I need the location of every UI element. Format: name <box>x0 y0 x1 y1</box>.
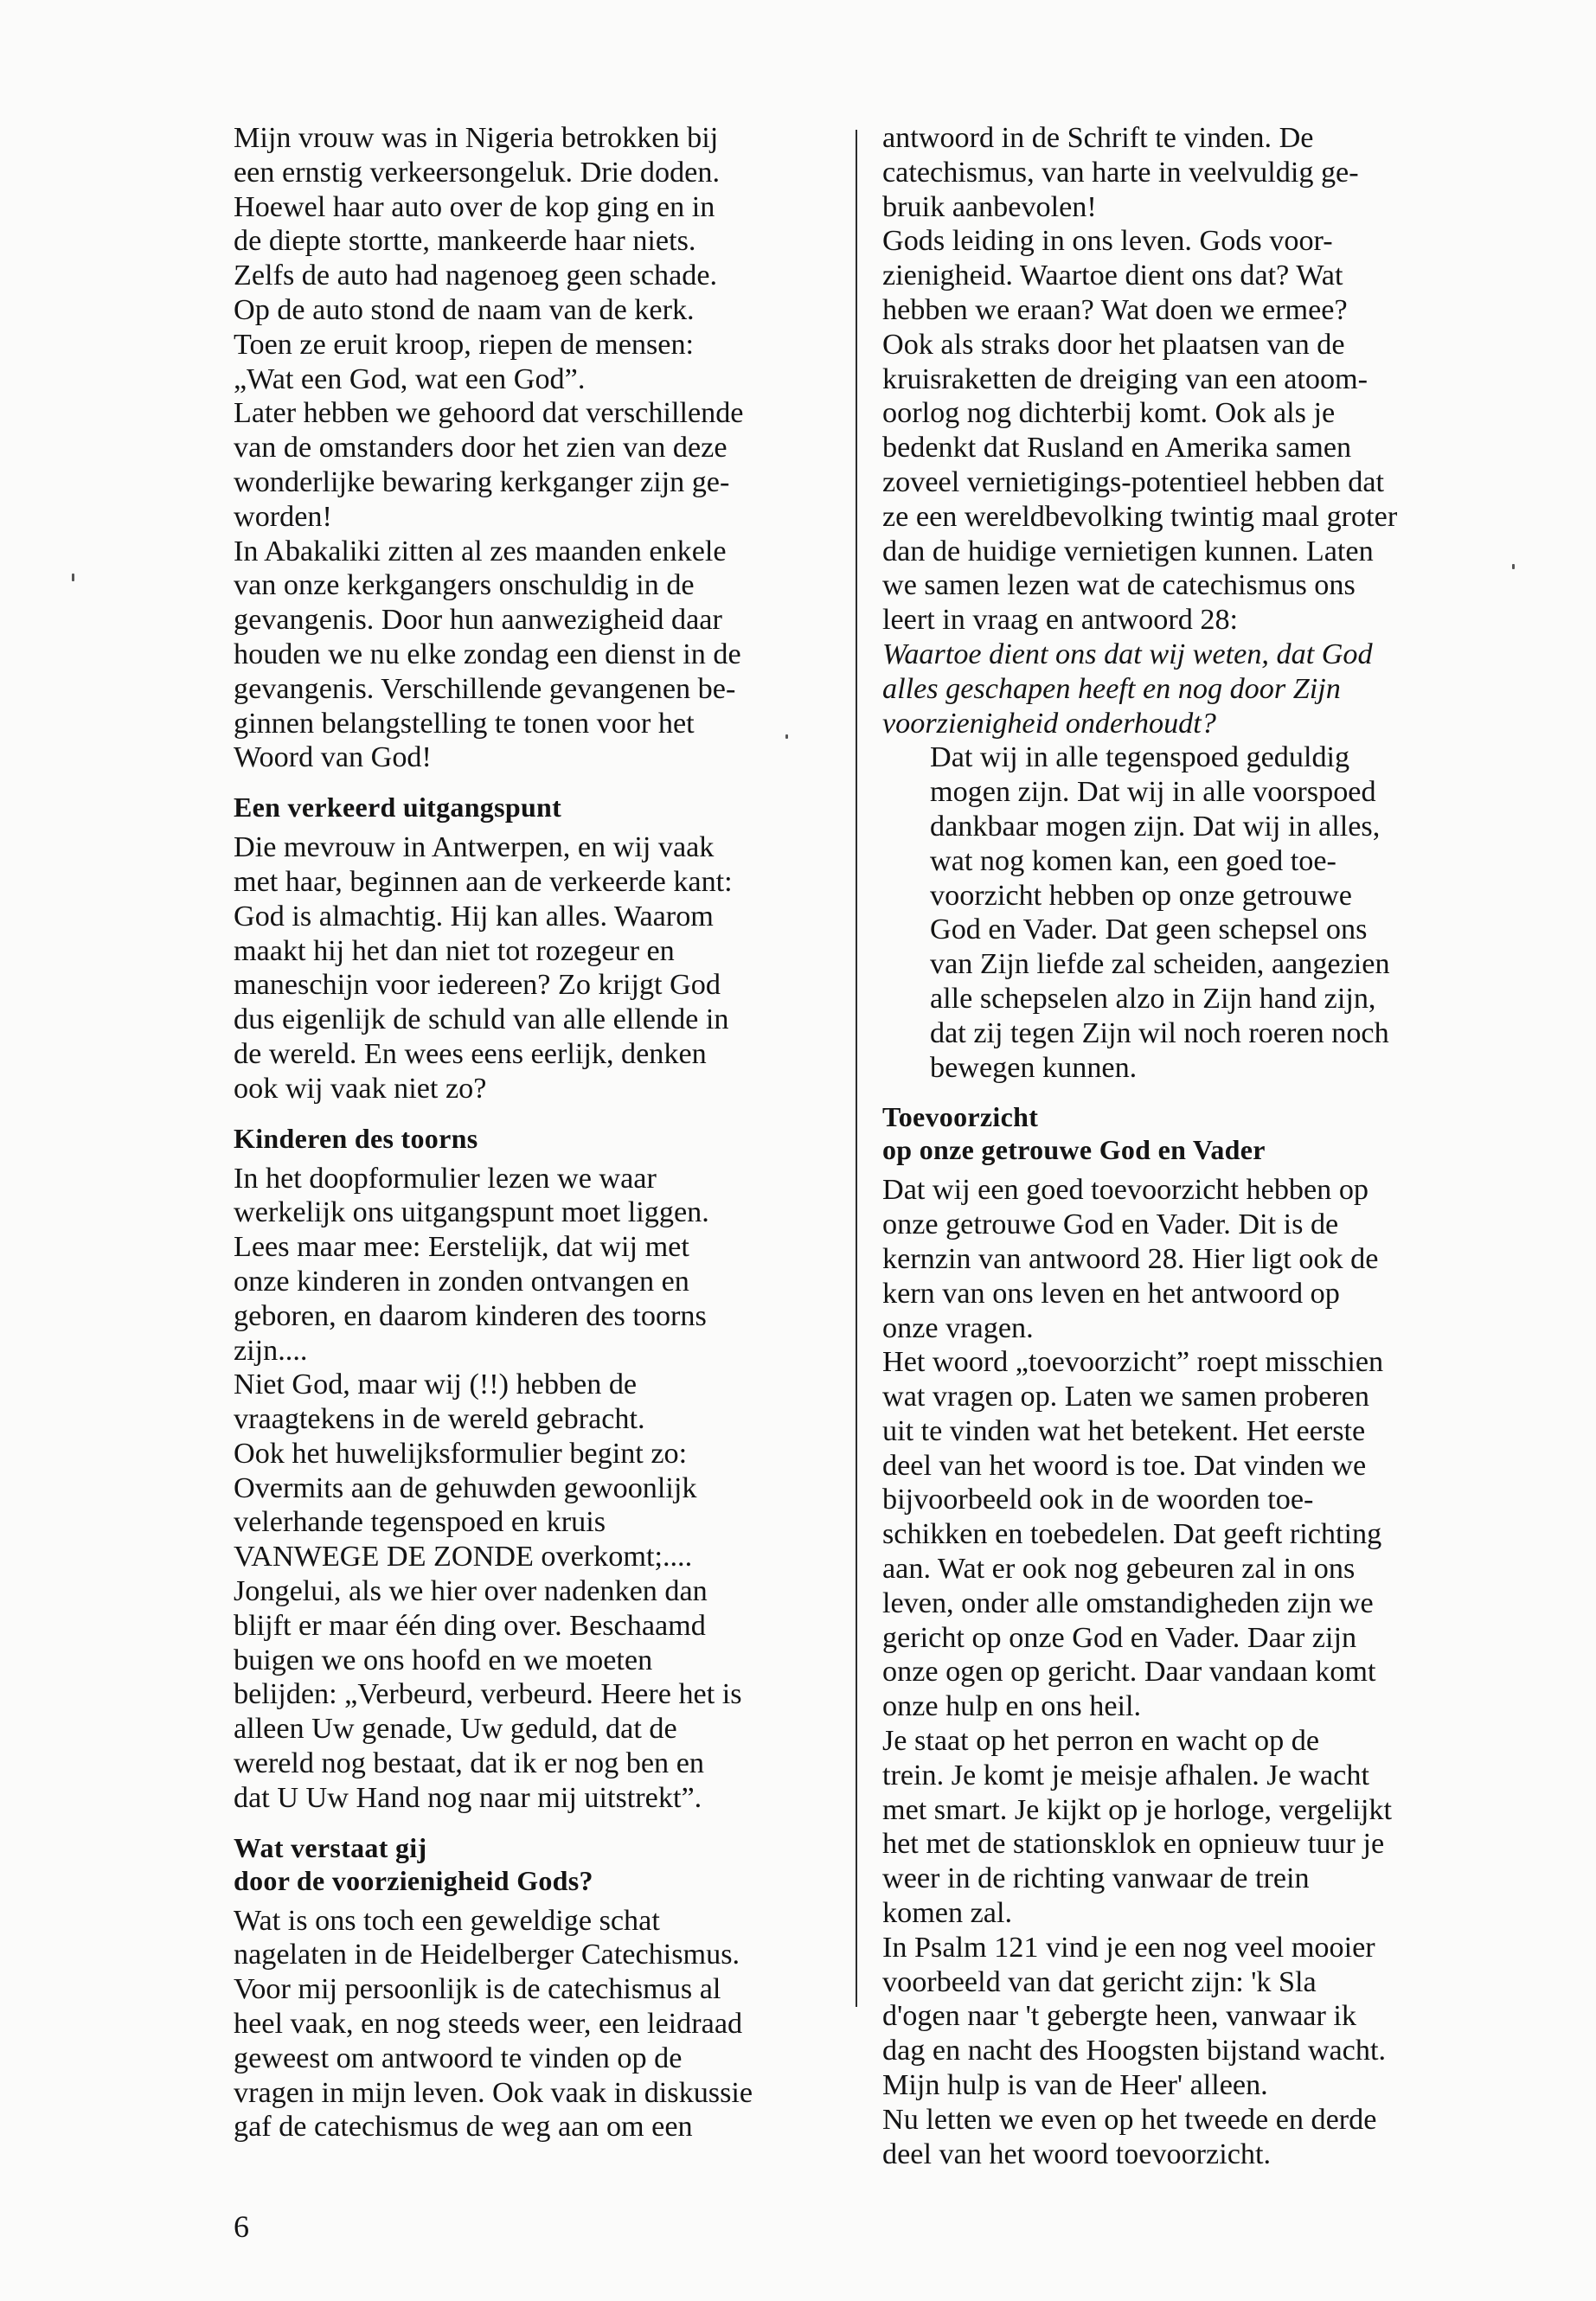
paragraph-jongelui: Jongelui, als we hier over nadenken dan blijft er maar één ding over. Beschaamd buigen we ons hoofd en we moeten belijden: „Verbeurd, verbeurd. Heere het is alleen Uw genade, Uw geduld, dat de wereld nog bestaat, dat ik er nog ben en dat U Uw Hand nog naar mij uitstrekt”. <box>234 1575 742 1814</box>
paragraph-bystanders: Later hebben we gehoord dat verschillende van de omstanders door het zien van deze wonderlijke bewaring kerkganger zijn ge- worden! <box>234 397 744 533</box>
right-column <box>882 121 1492 2171</box>
left-column <box>234 121 830 2144</box>
heading-toevoorzicht: Toevoorzicht op onze getrouwe God en Vader <box>882 1101 1266 1166</box>
paragraph-abakaliki: In Abakaliki zitten al zes maanden enkele van onze kerkgangers onschuldig in de gevangenis. Door hun aanwezigheid daar houden we nu elke zondag een dienst in de gevangenis. Verschillende gevangenen be- ginnen belangstelling te tonen voor het Woord van God! <box>234 535 741 774</box>
scan-speck <box>72 574 74 581</box>
paragraph-accident: Mijn vrouw was in Nigeria betrokken bij een ernstig verkeersongeluk. Drie doden. Hoewel haar auto over de kop ging en in de diepte stortte, mankeerde haar niets. Zelfs de auto had nagenoeg geen schade. Op de auto stond de naam van de kerk. Toen ze eruit kroop, riepen de mensen: „Wat een God, wat een God”. <box>234 122 720 395</box>
heading-verkeerd-uitgangspunt: Een verkeerd uitgangspunt <box>234 792 562 824</box>
paragraph-tweede-derde-deel: Nu letten we even op het tweede en derde deel van het woord toevoorzicht. <box>882 2103 1377 2170</box>
paragraph-huwelijksformulier: Ook het huwelijksformulier begint zo: Overmits aan de gehuwden gewoonlijk velerhande tegenspoed en kruis VANWEGE DE ZONDE overkomt;.... <box>234 1437 697 1574</box>
heading-kinderen-des-toorns: Kinderen des toorns <box>234 1122 478 1154</box>
column-divider <box>856 130 857 2007</box>
paragraph-gods-leiding: Gods leiding in ons leven. Gods voor- zienigheid. Waartoe dient ons dat? Wat hebben we eraan? Wat doen we ermee? Ook als straks door het plaatsen van de kruisraketten de dreiging van een atoom- oorlog nog dichterbij komt. Ook als je bedenkt dat Rusland en Amerika samen zoveel vernietigings-potentieel hebben dat ze een wereldbevolking twintig maal groter dan de huidige vernietigen kunnen. Laten we samen lezen wat de catechismus ons leert in vraag en antwoord 28: <box>882 225 1398 637</box>
scan-speck <box>1512 564 1515 569</box>
scan-speck <box>785 734 788 739</box>
paragraph-doopformulier: In het doopformulier lezen we waar werkelijk ons uitgangspunt moet liggen. Lees maar mee: Eerstelijk, dat wij met onze kinderen in zonden ontvangen en geboren, en daarom kinderen des toorns zijn.... <box>234 1162 709 1367</box>
catechism-question-28: Waartoe dient ons dat wij weten, dat God alles geschapen heeft en nog door Zijn voorzienigheid onderhoudt? <box>882 638 1373 740</box>
paragraph-perron: Je staat op het perron en wacht op de trein. Je komt je meisje afhalen. Je wacht met smart. Je kijkt op je horloge, vergelijkt het met de stationsklok en opnieuw tuur je weer in de richting vanwaar de trein komen zal. <box>882 1725 1392 1930</box>
paragraph-heidelberger: Wat is ons toch een geweldige schat nagelaten in de Heidelberger Catechismus. Voor mij persoonlijk is de catechismus al heel vaak, en nog steeds weer, een leidraad geweest om antwoord te vinden op de vragen in mijn leven. Ook vaak in diskussie gaf de catechismus de weg aan om een <box>234 1904 753 2144</box>
paragraph-schrift: antwoord in de Schrift te vinden. De catechismus, van harte in veelvuldig ge- bruik aanbevolen! <box>882 122 1359 223</box>
paragraph-psalm-121: In Psalm 121 vind je een nog veel mooier voorbeeld van dat gericht zijn: 'k Sla d'ogen naar 't gebergte heen, vanwaar ik dag en nacht des Hoogsten bijstand wacht. Mijn hulp is van de Heer' alleen. <box>882 1931 1386 2102</box>
paragraph-woord-toevoorzicht: Het woord „toevoorzicht” roept misschien wat vragen op. Laten we samen proberen uit te vinden wat het betekent. Het eerste deel van het woord is toe. Dat vinden we bijvoorbeeld ook in de woorden toe- schikken en toebedelen. Dat geeft richting aan. Wat er ook nog gebeuren zal in ons leven, onder alle omstandigheden zijn we gericht op onze God en Vader. Daar zijn onze ogen op gericht. Daar vandaan komt onze hulp en ons heil. <box>882 1346 1384 1723</box>
heading-voorzienigheid: Wat verstaat gij door de voorzienigheid Gods? <box>234 1831 593 1896</box>
catechism-answer-28: Dat wij in alle tegenspoed geduldig mogen zijn. Dat wij in alle voorspoed dankbaar mogen zijn. Dat wij in alles, wat nog komen kan, een goed toe- voorzicht hebben op onze getrouwe God en Vader. Dat geen schepsel ons van Zijn liefde zal scheiden, aangezien alle schepselen alzo in Zijn hand zijn, dat zij tegen Zijn wil noch roeren noch bewegen kunnen. <box>930 741 1390 1084</box>
paragraph-vraagtekens: Niet God, maar wij (!!) hebben de vraagtekens in de wereld gebracht. <box>234 1368 645 1436</box>
paragraph-kernzin: Dat wij een goed toevoorzicht hebben op onze getrouwe God en Vader. Dit is de kernzin van antwoord 28. Hier ligt ook de kern van ons leven en het antwoord op onze vragen. <box>882 1174 1379 1344</box>
page-number: 6 <box>234 2209 249 2244</box>
paragraph-antwerpen: Die mevrouw in Antwerpen, en wij vaak met haar, beginnen aan de verkeerde kant: God is almachtig. Hij kan alles. Waarom maakt hij het dan niet tot rozegeur en maneschijn voor iedereen? Zo krijgt God dus eigenlijk de schuld van alle ellende in de wereld. En wees eens eerlijk, denken ook wij vaak niet zo? <box>234 831 733 1105</box>
